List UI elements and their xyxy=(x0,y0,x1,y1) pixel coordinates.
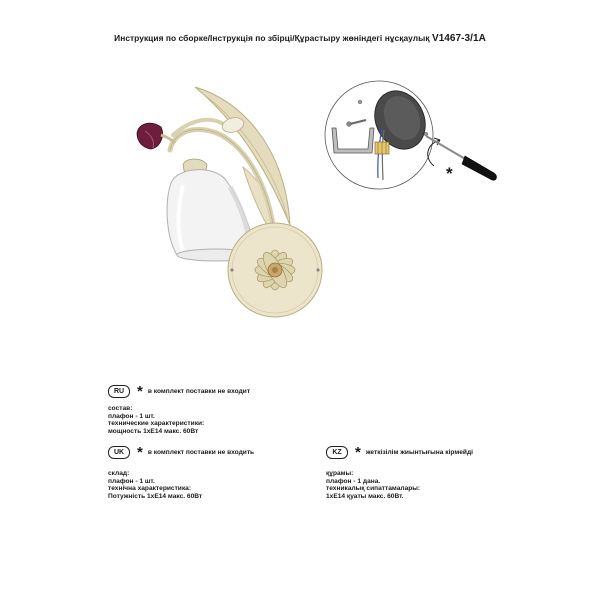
uk-spec-line: плафон - 1 шт. xyxy=(108,477,155,485)
ru-legend-row xyxy=(108,382,251,400)
kz-not-included: жеткізілім жиынтығына кірмейді xyxy=(365,449,473,456)
kz-spec-line: плафон - 1 дана. xyxy=(326,477,381,485)
kz-asterisk: * xyxy=(355,443,361,461)
ru-spec-line: технические характеристики: xyxy=(108,420,205,428)
uk-spec-line: Потужність 1хЕ14 макс. 60Вт xyxy=(108,492,203,500)
kz-legend-row xyxy=(326,443,473,461)
ru-not-included: в комплект поставки не входит xyxy=(147,388,251,395)
title-text: Инструкция по сборке/Інструкція по збірці/Құрастыру жөніндегі нұсқаулық xyxy=(114,33,430,43)
screw-left xyxy=(230,268,233,271)
uk-spec-line: склад: xyxy=(108,470,130,477)
uk-asterisk: * xyxy=(137,443,143,461)
ru-specs xyxy=(108,405,204,435)
uk-specs xyxy=(108,470,202,500)
mounting-diagram xyxy=(322,78,502,193)
screwdriver-shaft xyxy=(426,136,467,160)
screw-right xyxy=(316,268,319,271)
tulip-flower xyxy=(137,123,163,149)
uk-badge: UK xyxy=(108,446,130,459)
kz-badge: KZ xyxy=(326,446,348,459)
kz-spec-line: 1хЕ14 қуаты макс. 60Вт. xyxy=(326,492,404,500)
model-code: V1467-3/1A xyxy=(431,33,486,44)
screwdriver-icon xyxy=(462,156,496,180)
ru-asterisk: * xyxy=(137,382,143,400)
uk-not-included: в комплект поставки не входить xyxy=(147,449,255,456)
kz-spec-line: құрамы: xyxy=(326,470,354,477)
ru-spec-line: мощность 1хЕ14 макс. 60Вт xyxy=(108,427,199,435)
diagram-asterisk: * xyxy=(446,164,453,183)
uk-legend-row xyxy=(108,443,255,461)
ru-spec-line: плафон - 1 шт. xyxy=(108,412,155,420)
screw-icon xyxy=(358,100,362,104)
kz-spec-line: техникалық сипаттамалары: xyxy=(326,485,421,493)
ru-badge: RU xyxy=(108,385,130,398)
wall-lamp-illustration xyxy=(125,75,335,320)
page-title xyxy=(0,33,600,44)
kz-specs xyxy=(326,470,420,500)
uk-spec-line: технічна характеристика: xyxy=(108,485,192,493)
ru-spec-line: состав: xyxy=(108,405,133,412)
